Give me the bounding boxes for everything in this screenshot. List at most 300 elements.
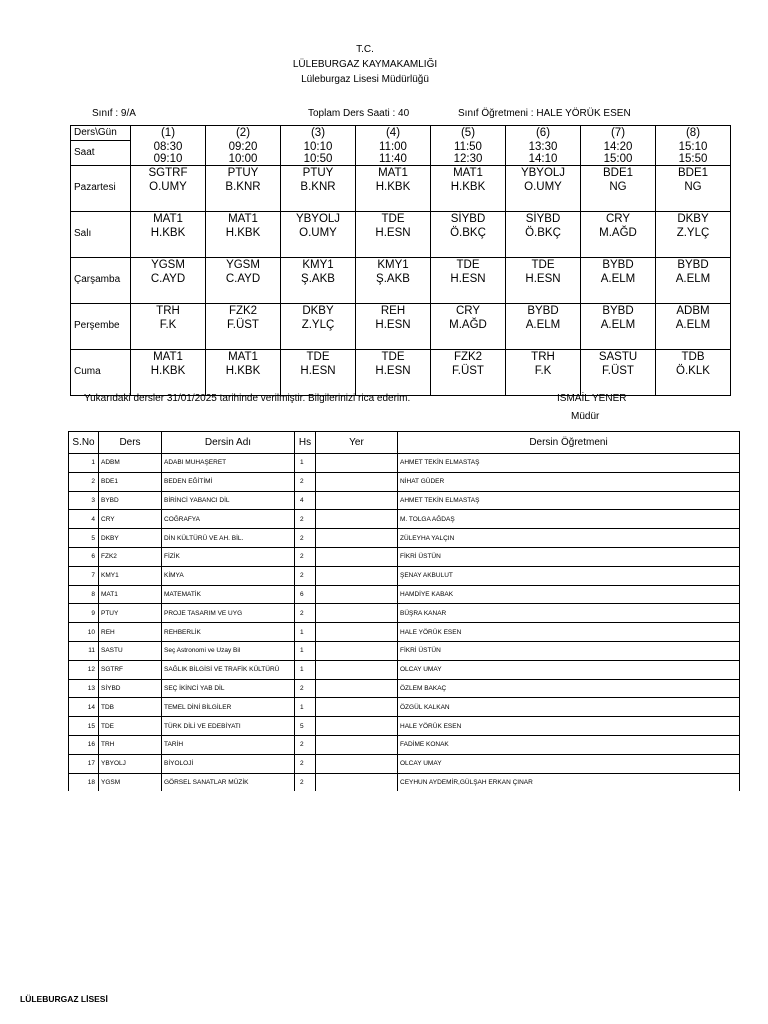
course-row <box>69 773 740 791</box>
course-row <box>69 529 740 548</box>
slot-time-cell <box>506 141 581 166</box>
lesson-teacher: B.KNR <box>225 180 261 193</box>
lesson-code: SGTRF <box>148 166 188 179</box>
course-teacher: NİHAT GÜDER <box>398 472 740 491</box>
lesson-code: CRY <box>605 212 631 225</box>
slot-start-time: 09:20 <box>228 140 258 153</box>
course-teacher: ÖZGÜL KALKAN <box>398 698 740 717</box>
course-code: MAT1 <box>99 585 162 604</box>
lesson-cell <box>131 211 206 257</box>
lesson-code: SASTU <box>598 350 638 363</box>
lesson-code: TRH <box>156 304 180 317</box>
lesson-teacher: Ş.AKB <box>301 272 335 285</box>
course-room <box>316 585 398 604</box>
lesson-teacher: O.UMY <box>299 226 337 239</box>
course-row <box>69 623 740 642</box>
course-hours: 1 <box>295 641 316 660</box>
lesson-code: YGSM <box>226 258 260 271</box>
course-room <box>316 491 398 510</box>
course-code: TDB <box>99 698 162 717</box>
lesson-cell <box>206 211 281 257</box>
lesson-code: MAT1 <box>153 350 183 363</box>
course-hours: 1 <box>295 660 316 679</box>
slot-start-time: 13:30 <box>528 140 558 153</box>
total-hours-info <box>308 108 409 119</box>
course-sno: 2 <box>69 472 99 491</box>
slot-number: (5) <box>431 126 506 141</box>
course-room <box>316 698 398 717</box>
schedule-day-row <box>71 303 731 349</box>
lesson-teacher: O.UMY <box>524 180 562 193</box>
lesson-cell <box>356 211 431 257</box>
lesson-teacher: A.ELM <box>600 318 636 331</box>
lesson-teacher: F.K <box>534 364 552 377</box>
lesson-cell <box>656 257 731 303</box>
course-teacher: AHMET TEKİN ELMASTAŞ <box>398 491 740 510</box>
slot-time-cell <box>656 141 731 166</box>
course-sno: 3 <box>69 491 99 510</box>
slot-end-time: 15:50 <box>678 152 708 165</box>
lesson-teacher: F.K <box>159 318 177 331</box>
lesson-code: TDE <box>306 350 330 363</box>
class-teacher-value: HALE YÖRÜK ESEN <box>536 108 631 119</box>
lesson-teacher: H.ESN <box>375 318 411 331</box>
course-teacher: AHMET TEKİN ELMASTAŞ <box>398 454 740 473</box>
course-code: ADBM <box>99 454 162 473</box>
course-sno: 11 <box>69 641 99 660</box>
lesson-cell <box>206 349 281 395</box>
lesson-code: DKBY <box>677 212 709 225</box>
lesson-cell <box>506 257 581 303</box>
course-name: TEMEL DİNİ BİLGİLER <box>162 698 295 717</box>
header-line-mudurluk: Lüleburgaz Lisesi Müdürlüğü <box>301 74 429 85</box>
course-code: TRH <box>99 735 162 754</box>
course-hours: 2 <box>295 566 316 585</box>
lesson-cell <box>206 165 281 211</box>
course-hours: 2 <box>295 604 316 623</box>
lesson-cell <box>581 211 656 257</box>
course-sno: 7 <box>69 566 99 585</box>
slot-time-cell <box>431 141 506 166</box>
class-teacher-label: Sınıf Öğretmeni : <box>458 108 534 119</box>
lesson-code: YBYOLJ <box>520 166 566 179</box>
schedule-day-row <box>71 165 731 211</box>
course-code: YGSM <box>99 773 162 791</box>
course-code: TDE <box>99 717 162 736</box>
lesson-code: TDE <box>381 212 405 225</box>
course-sno: 5 <box>69 529 99 548</box>
course-hours: 2 <box>295 510 316 529</box>
course-code: KMY1 <box>99 566 162 585</box>
lesson-code: BDE1 <box>677 166 709 179</box>
course-sno: 1 <box>69 454 99 473</box>
schedule-day-row <box>71 211 731 257</box>
lesson-teacher: Z.YLÇ <box>301 318 335 331</box>
lesson-code: SİYBD <box>525 212 561 225</box>
course-row <box>69 491 740 510</box>
day-name: Salı <box>71 211 131 257</box>
lesson-cell <box>506 303 581 349</box>
course-name: FİZİK <box>162 547 295 566</box>
lesson-teacher: H.KBK <box>150 364 186 377</box>
lesson-cell <box>356 349 431 395</box>
lesson-code: REH <box>380 304 406 317</box>
lesson-teacher: F.ÜST <box>602 364 634 377</box>
lesson-cell <box>581 303 656 349</box>
course-hours: 2 <box>295 472 316 491</box>
lesson-teacher: H.KBK <box>225 226 261 239</box>
course-hours: 2 <box>295 529 316 548</box>
lesson-teacher: H.ESN <box>375 364 411 377</box>
course-name: BİRİNCİ YABANCI DİL <box>162 491 295 510</box>
lesson-code: PTUY <box>227 166 259 179</box>
col-dersin-adi: Dersin Adı <box>162 432 295 454</box>
course-sno: 15 <box>69 717 99 736</box>
class-value: 9/A <box>120 108 136 119</box>
course-teacher: CEYHUN AYDEMİR,GÜLŞAH ERKAN ÇINAR <box>398 773 740 791</box>
course-hours: 4 <box>295 491 316 510</box>
course-name: MATEMATİK <box>162 585 295 604</box>
lesson-teacher: A.ELM <box>675 272 711 285</box>
lesson-code: BYBD <box>677 258 709 271</box>
lesson-cell <box>506 211 581 257</box>
lesson-teacher: Ö.KLK <box>676 364 710 377</box>
total-hours-label: Toplam Ders Saati : <box>308 108 396 119</box>
course-hours: 2 <box>295 735 316 754</box>
slot-start-time: 14:20 <box>603 140 633 153</box>
schedule-day-row <box>71 349 731 395</box>
course-room <box>316 679 398 698</box>
course-sno: 12 <box>69 660 99 679</box>
col-hs: Hs <box>295 432 316 454</box>
class-teacher-info <box>458 108 631 119</box>
slot-number: (1) <box>131 126 206 141</box>
course-code: PTUY <box>99 604 162 623</box>
lesson-cell <box>206 257 281 303</box>
course-room <box>316 641 398 660</box>
lesson-code: TDB <box>681 350 705 363</box>
weekly-schedule-table <box>70 125 731 396</box>
course-name: Seç Astronomi ve Uzay Bil <box>162 641 295 660</box>
course-teacher: ZÜLEYHA YALÇIN <box>398 529 740 548</box>
lesson-cell <box>281 257 356 303</box>
course-hours: 2 <box>295 754 316 773</box>
course-row <box>69 585 740 604</box>
lesson-code: TDE <box>381 350 405 363</box>
course-row <box>69 510 740 529</box>
saat-label: Saat <box>71 141 131 166</box>
day-name: Perşembe <box>71 303 131 349</box>
col-yer: Yer <box>316 432 398 454</box>
course-teacher: FİKRİ ÜSTÜN <box>398 547 740 566</box>
slot-end-time: 12:30 <box>453 152 483 165</box>
lesson-cell <box>656 211 731 257</box>
course-row <box>69 754 740 773</box>
course-hours: 2 <box>295 773 316 791</box>
total-hours-value: 40 <box>398 108 410 119</box>
course-name: BEDEN EĞİTİMİ <box>162 472 295 491</box>
course-name: DİN KÜLTÜRÜ VE AH. BİL. <box>162 529 295 548</box>
course-code: REH <box>99 623 162 642</box>
lesson-cell <box>281 165 356 211</box>
course-sno: 9 <box>69 604 99 623</box>
footer-school-name: LÜLEBURGAZ LİSESİ <box>20 994 108 1004</box>
course-row <box>69 679 740 698</box>
course-row <box>69 717 740 736</box>
lesson-code: BDE1 <box>602 166 634 179</box>
slot-end-time: 14:10 <box>528 152 558 165</box>
lesson-teacher: A.ELM <box>525 318 561 331</box>
course-row <box>69 604 740 623</box>
slot-time-cell <box>581 141 656 166</box>
lesson-code: SİYBD <box>450 212 486 225</box>
course-code: SGTRF <box>99 660 162 679</box>
course-hours: 5 <box>295 717 316 736</box>
course-row <box>69 472 740 491</box>
course-code: BYBD <box>99 491 162 510</box>
lesson-cell <box>356 303 431 349</box>
course-room <box>316 529 398 548</box>
principal-title: Müdür <box>571 411 600 422</box>
course-sno: 13 <box>69 679 99 698</box>
slot-start-time: 08:30 <box>153 140 183 153</box>
course-code: FZK2 <box>99 547 162 566</box>
lesson-cell <box>431 165 506 211</box>
slot-end-time: 10:50 <box>303 152 333 165</box>
course-room <box>316 604 398 623</box>
lesson-teacher: H.ESN <box>300 364 336 377</box>
lesson-cell <box>581 165 656 211</box>
lesson-teacher: Ş.AKB <box>376 272 410 285</box>
lesson-code: YBYOLJ <box>295 212 341 225</box>
course-teacher: ÖZLEM BAKAÇ <box>398 679 740 698</box>
schedule-time-row <box>71 141 731 166</box>
slot-number: (3) <box>281 126 356 141</box>
lesson-cell <box>656 303 731 349</box>
course-code: DKBY <box>99 529 162 548</box>
lesson-teacher: A.ELM <box>675 318 711 331</box>
lesson-teacher: NG <box>684 180 702 193</box>
lesson-teacher: H.KBK <box>150 226 186 239</box>
course-hours: 1 <box>295 623 316 642</box>
lesson-cell <box>656 165 731 211</box>
schedule-slot-row <box>71 126 731 141</box>
course-room <box>316 566 398 585</box>
lesson-code: FZK2 <box>453 350 483 363</box>
lesson-code: TRH <box>531 350 555 363</box>
slot-time-cell <box>281 141 356 166</box>
lesson-code: MAT1 <box>153 212 183 225</box>
course-name: GÖRSEL SANATLAR MÜZİK <box>162 773 295 791</box>
schedule-note: Yukarıdaki dersler 31/01/2025 tarihinde verilmiştir. Bilgilerinizi rica ederim. <box>84 393 411 404</box>
slot-time-cell <box>131 141 206 166</box>
slot-end-time: 09:10 <box>153 152 183 165</box>
course-teacher: ŞENAY AKBULUT <box>398 566 740 585</box>
course-room <box>316 660 398 679</box>
day-name: Pazartesi <box>71 165 131 211</box>
lesson-teacher: Ö.BKÇ <box>450 226 486 239</box>
lesson-teacher: H.KBK <box>375 180 411 193</box>
course-sno: 8 <box>69 585 99 604</box>
lesson-teacher: M.AĞD <box>449 318 487 331</box>
class-label: Sınıf : <box>92 108 119 119</box>
lesson-code: ADBM <box>676 304 710 317</box>
course-teacher: FİKRİ ÜSTÜN <box>398 641 740 660</box>
course-row <box>69 698 740 717</box>
day-name: Cuma <box>71 349 131 395</box>
lesson-teacher: NG <box>609 180 627 193</box>
lesson-teacher: Z.YLÇ <box>676 226 710 239</box>
lesson-code: CRY <box>455 304 481 317</box>
lesson-teacher: M.AĞD <box>599 226 637 239</box>
class-info <box>92 108 136 119</box>
principal-name: ISMAİL YENER <box>557 393 627 404</box>
course-teacher: HALE YÖRÜK ESEN <box>398 623 740 642</box>
course-room <box>316 717 398 736</box>
course-sno: 10 <box>69 623 99 642</box>
course-teacher: OLCAY UMAY <box>398 660 740 679</box>
slot-end-time: 15:00 <box>603 152 633 165</box>
course-name: PROJE TASARIM VE UYG <box>162 604 295 623</box>
lesson-code: DKBY <box>302 304 334 317</box>
header-line-tc: T.C. <box>356 44 374 55</box>
course-code: CRY <box>99 510 162 529</box>
lesson-cell <box>131 349 206 395</box>
slot-number: (2) <box>206 126 281 141</box>
course-teacher: HAMDİYE KABAK <box>398 585 740 604</box>
lesson-teacher: B.KNR <box>300 180 336 193</box>
lesson-cell <box>431 211 506 257</box>
course-name: BİYOLOJİ <box>162 754 295 773</box>
col-ogretmen: Dersin Öğretmeni <box>398 432 740 454</box>
lesson-cell <box>581 257 656 303</box>
header-line-kaymakamlik: LÜLEBURGAZ KAYMAKAMLIĞI <box>292 59 438 70</box>
course-hours: 2 <box>295 679 316 698</box>
course-code: BDE1 <box>99 472 162 491</box>
course-name: KİMYA <box>162 566 295 585</box>
lesson-cell <box>131 303 206 349</box>
slot-start-time: 10:10 <box>303 140 333 153</box>
course-teacher: BÜŞRA KANAR <box>398 604 740 623</box>
lesson-teacher: H.KBK <box>450 180 486 193</box>
course-name: ADABI MUHAŞERET <box>162 454 295 473</box>
slot-number: (4) <box>356 126 431 141</box>
course-row <box>69 566 740 585</box>
course-sno: 16 <box>69 735 99 754</box>
course-hours: 1 <box>295 698 316 717</box>
course-hours: 2 <box>295 547 316 566</box>
lesson-code: MAT1 <box>378 166 408 179</box>
lesson-cell <box>506 165 581 211</box>
lesson-cell <box>581 349 656 395</box>
course-code: YBYOLJ <box>99 754 162 773</box>
lesson-teacher: F.ÜST <box>452 364 484 377</box>
lesson-code: FZK2 <box>228 304 258 317</box>
slot-time-cell <box>356 141 431 166</box>
lesson-teacher: H.KBK <box>225 364 261 377</box>
lesson-code: BYBD <box>602 258 634 271</box>
course-room <box>316 735 398 754</box>
course-name: SAĞLIK BİLGİSİ VE TRAFİK KÜLTÜRÜ <box>162 660 295 679</box>
course-room <box>316 623 398 642</box>
course-room <box>316 773 398 791</box>
col-ders: Ders <box>99 432 162 454</box>
schedule-day-row <box>71 257 731 303</box>
course-name: TARİH <box>162 735 295 754</box>
course-room <box>316 510 398 529</box>
lesson-cell <box>431 257 506 303</box>
lesson-code: TDE <box>456 258 480 271</box>
lesson-cell <box>506 349 581 395</box>
course-teacher: OLCAY UMAY <box>398 754 740 773</box>
lesson-cell <box>656 349 731 395</box>
slot-end-time: 11:40 <box>379 152 407 165</box>
course-name: REHBERLİK <box>162 623 295 642</box>
slot-number: (6) <box>506 126 581 141</box>
course-sno: 17 <box>69 754 99 773</box>
lesson-code: KMY1 <box>377 258 409 271</box>
lesson-code: BYBD <box>527 304 559 317</box>
slot-start-time: 11:50 <box>454 140 482 153</box>
course-row <box>69 454 740 473</box>
lesson-teacher: H.ESN <box>375 226 411 239</box>
course-sno: 6 <box>69 547 99 566</box>
lesson-cell <box>131 257 206 303</box>
slot-number: (7) <box>581 126 656 141</box>
course-row <box>69 547 740 566</box>
lesson-cell <box>281 211 356 257</box>
slot-end-time: 10:00 <box>228 152 258 165</box>
course-room <box>316 472 398 491</box>
lesson-cell <box>431 349 506 395</box>
slot-start-time: 15:10 <box>678 140 708 153</box>
course-row <box>69 660 740 679</box>
slot-time-cell <box>206 141 281 166</box>
course-list-table <box>68 431 740 791</box>
course-sno: 4 <box>69 510 99 529</box>
course-name: SEÇ İKİNCİ YAB DİL <box>162 679 295 698</box>
lesson-teacher: C.AYD <box>225 272 261 285</box>
course-room <box>316 547 398 566</box>
course-sno: 18 <box>69 773 99 791</box>
lesson-teacher: F.ÜST <box>227 318 259 331</box>
lesson-cell <box>281 303 356 349</box>
course-hours: 6 <box>295 585 316 604</box>
lesson-cell <box>131 165 206 211</box>
lesson-teacher: C.AYD <box>150 272 186 285</box>
slot-number: (8) <box>656 126 731 141</box>
course-room <box>316 454 398 473</box>
course-name: TÜRK DİLİ VE EDEBİYATI <box>162 717 295 736</box>
course-row <box>69 641 740 660</box>
lesson-teacher: O.UMY <box>149 180 187 193</box>
lesson-teacher: A.ELM <box>600 272 636 285</box>
lesson-teacher: Ö.BKÇ <box>525 226 561 239</box>
course-row <box>69 735 740 754</box>
course-teacher: FADİME KONAK <box>398 735 740 754</box>
lesson-teacher: H.ESN <box>525 272 561 285</box>
lesson-code: MAT1 <box>228 212 258 225</box>
lesson-code: MAT1 <box>228 350 258 363</box>
day-name: Çarşamba <box>71 257 131 303</box>
course-hours: 1 <box>295 454 316 473</box>
lesson-code: YGSM <box>151 258 185 271</box>
lesson-code: BYBD <box>602 304 634 317</box>
course-teacher: M. TOLGA AĞDAŞ <box>398 510 740 529</box>
course-list-header <box>69 432 740 454</box>
lesson-teacher: H.ESN <box>450 272 486 285</box>
lesson-cell <box>356 257 431 303</box>
